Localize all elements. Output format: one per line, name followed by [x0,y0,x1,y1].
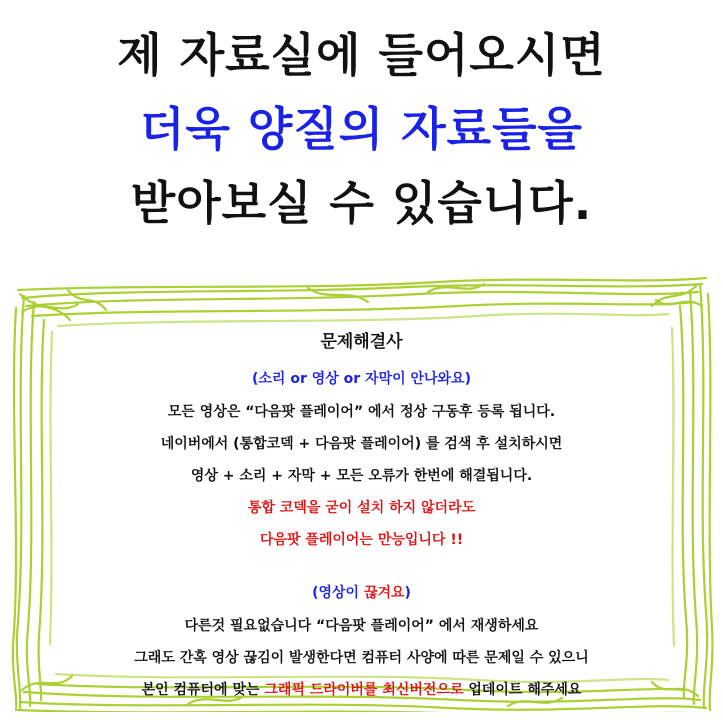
headline-line-2: 더욱 양질의 자료들을 [140,102,583,156]
section2-last-part1: 본인 컴퓨터에 맞는 [141,682,265,698]
section2-heading-prefix: (영상이 [312,585,364,601]
headline-line-3: 받아보실 수 있습니다. [130,176,593,230]
section1-red-line-2: 다음팟 플레이어는 만능입니다 !! [259,532,464,548]
section1-line-2: 네이버에서 (통합코덱 + 다음팟 플레이어) 를 검색 후 설치하시면 [160,436,563,452]
section1-line-1: 모든 영상은 “다음팟 플레이어” 에서 정상 구동후 등록 됩니다. [167,404,556,420]
section2-line-1: 다른것 필요없습니다 “다음팟 플레이어” 에서 재생하세요 [184,618,539,634]
section1-line-3: 영상 + 소리 + 자막 + 모든 오류가 한번에 해결됩니다. [190,468,533,484]
headline-block [0,18,723,240]
section2-last-line [0,678,723,702]
section2-line-2: 그래도 간혹 영상 끊김이 발생한다면 컴퓨터 사양에 따른 문제일 수 있으니 [134,650,589,666]
section2-last-part2: 그래픽 드라이버를 최신버전으로 [264,682,464,698]
section2-heading-red: 끊겨요 [363,585,405,601]
section1-heading: (소리 or 영상 or 자막이 안나와요) [252,371,471,387]
section1-red-line-1: 통합 코덱을 굳이 설치 하지 않더라도 [247,500,476,516]
panel-title: 문제해결사 [320,332,403,352]
section-divider [0,560,723,582]
section2-heading [0,582,723,604]
headline-line-1: 제 자료실에 들어오시면 [117,28,606,82]
section2-last-part3: 업데이트 해주세요 [463,682,582,698]
section2-heading-suffix: ) [404,585,411,601]
info-panel [0,330,723,710]
